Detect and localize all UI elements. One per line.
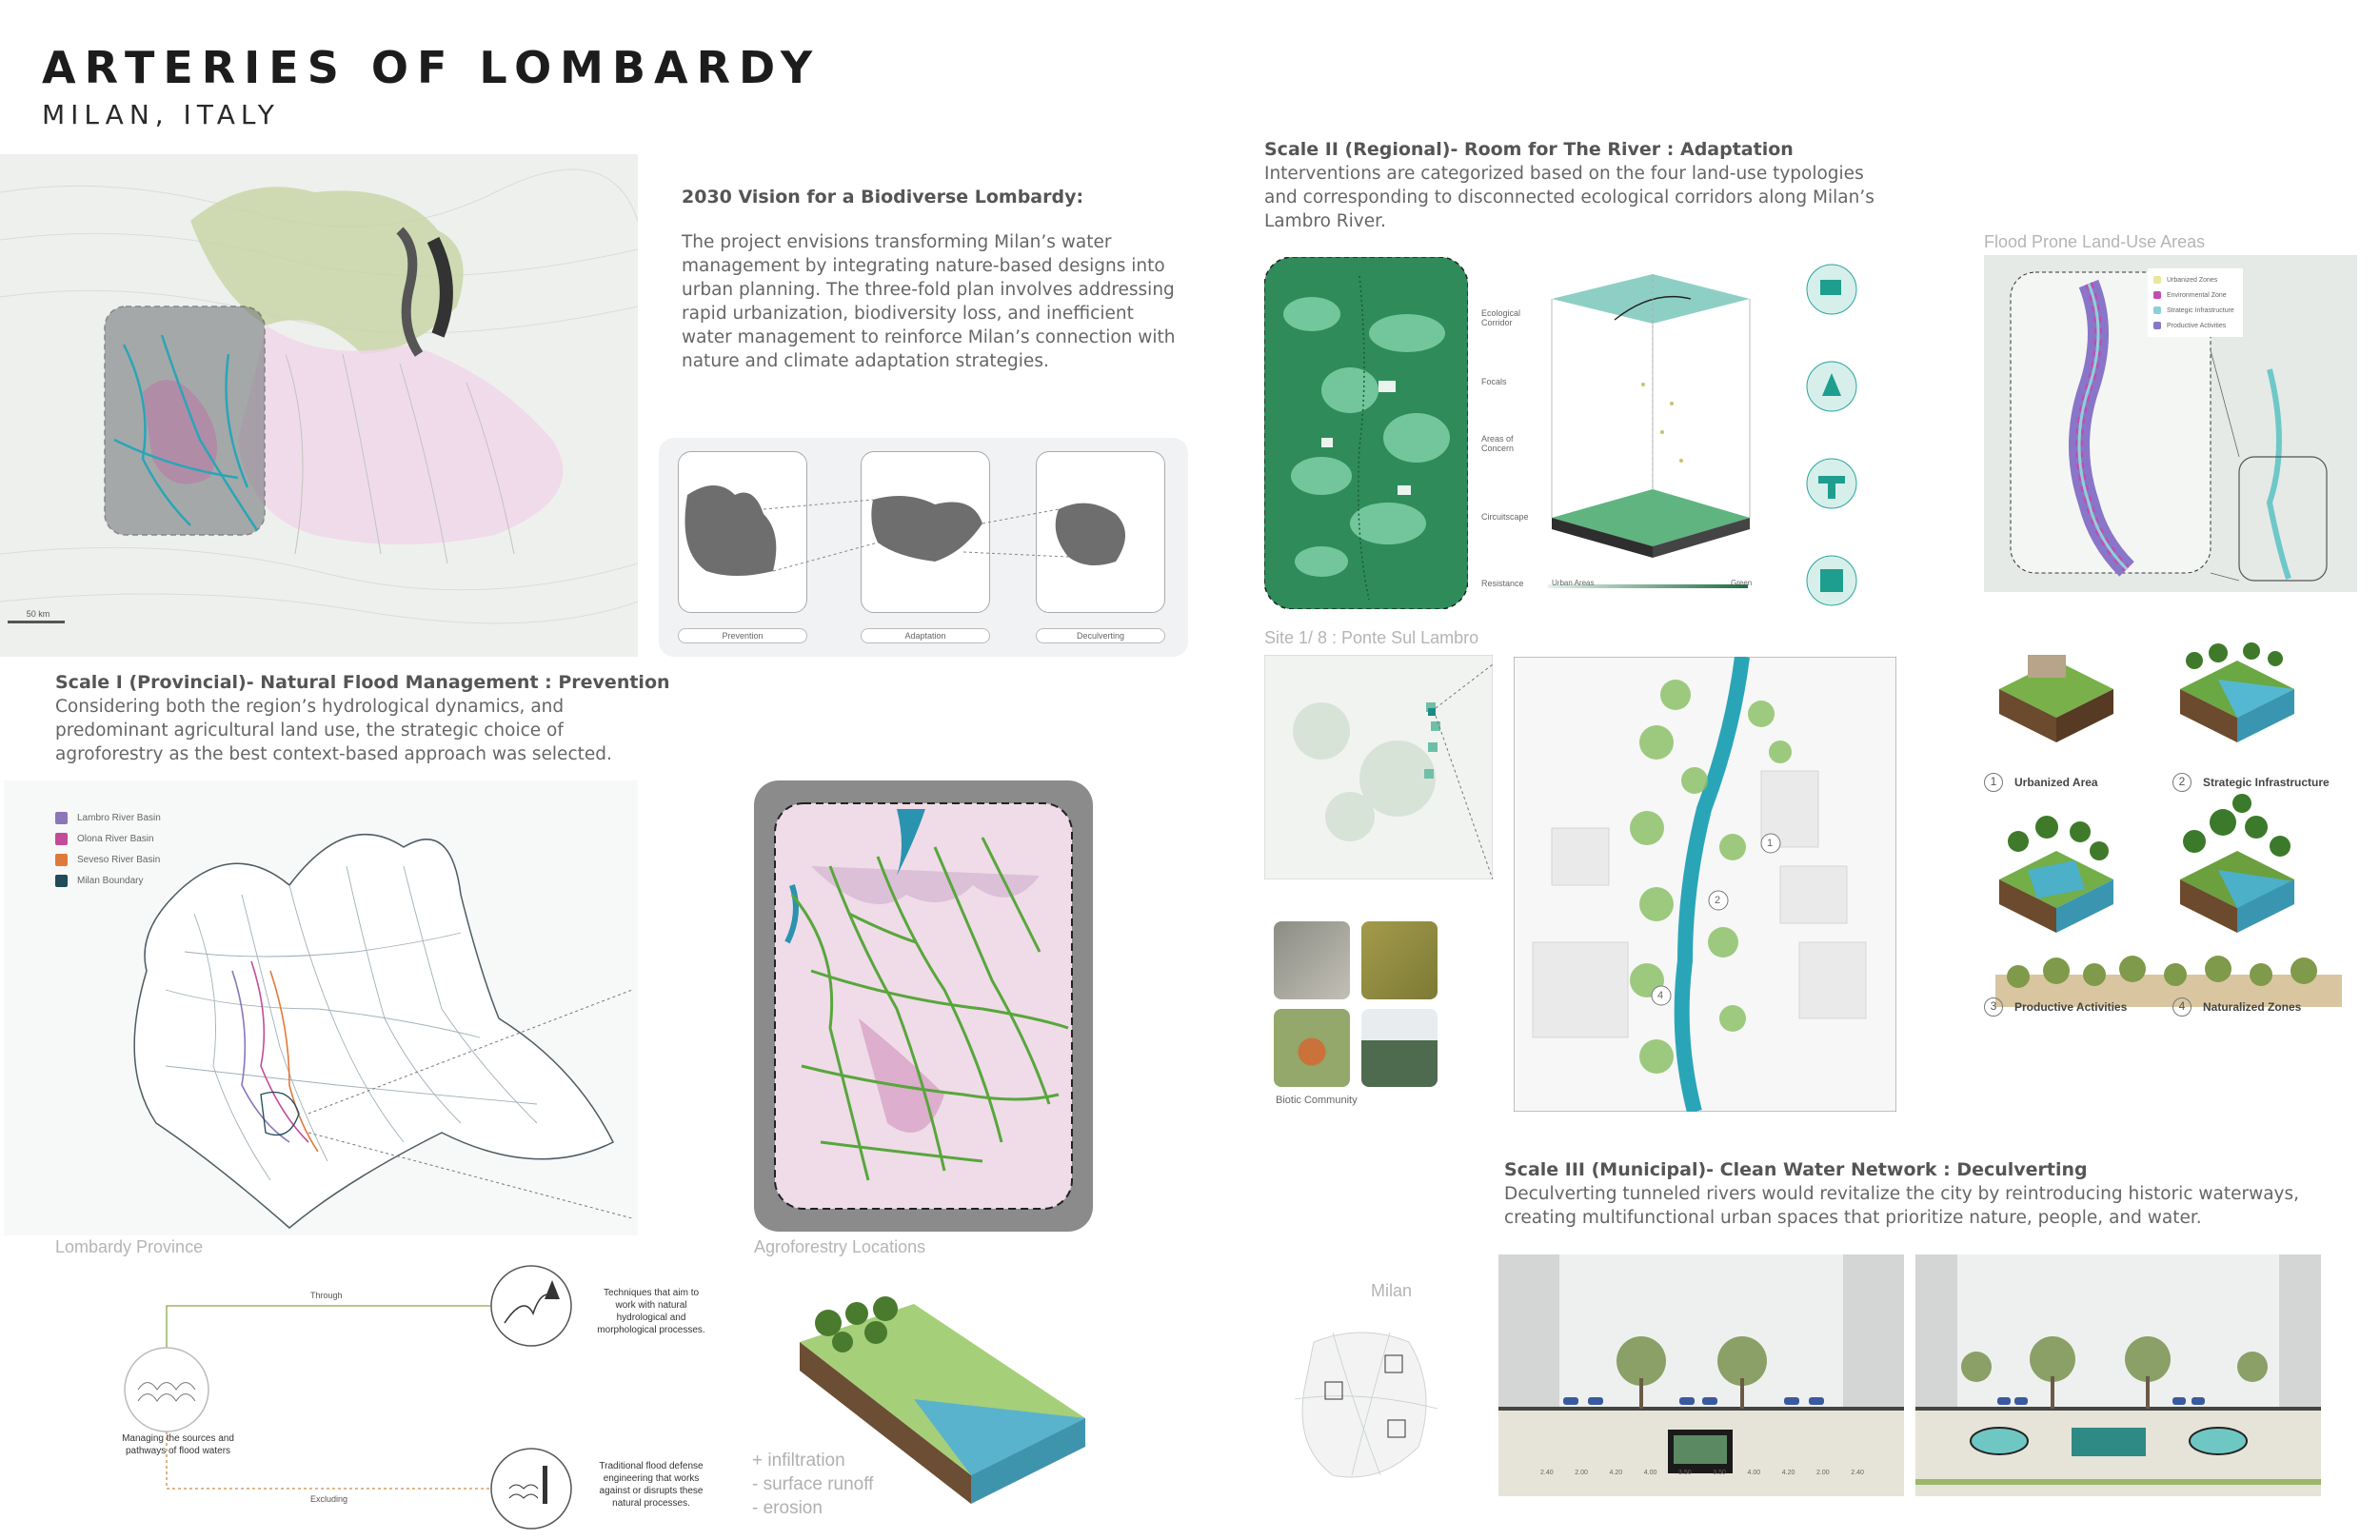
agroforestry-map [754,780,1093,1232]
biotic-photo-tree [1274,921,1350,999]
typology-3 [1984,997,2127,1017]
scale1-line: predominant agricultural land use, the strategic choice of [55,721,564,740]
biotic-caption: Biotic Community [1276,1095,1358,1106]
dim-label: 2.40 [1851,1470,1864,1476]
vision-line: water management to reinforce Milan’s connection with [682,327,1176,347]
dim-label: 3.50 [1713,1470,1726,1476]
legend-row [55,807,161,828]
typology-icons [1794,255,1870,607]
stage-prevention: Prevention [678,628,807,643]
vision-heading: 2030 Vision for a Biodiverse Lombardy: [682,187,1084,207]
scale3-paragraph [1504,1182,2342,1230]
agroforestry-caption: Agroforestry Locations [754,1237,926,1256]
dim-label: 2.40 [1540,1470,1554,1476]
lombardy-terrain-map [0,154,638,657]
stage-adaptation: Adaptation [861,628,990,643]
section-dimensions [1540,1470,1864,1476]
nfm-top-line: hydrological and [616,1313,686,1323]
typology-1 [1984,773,2098,792]
legend-row [55,849,161,870]
flood-legend-label: Urbanized Zones [2167,276,2218,284]
typology-number: 3 [1984,997,2003,1017]
nfm-bottom-line: against or disrupts these [599,1486,704,1496]
flood-legend-label: Productive Activities [2167,322,2227,329]
section-culverted [1498,1254,1904,1496]
nfm-bottom-text [575,1460,727,1510]
vision-line: rapid urbanization, biodiversity loss, and inefficient [682,304,1134,324]
scale2-line: Lambro River. [1264,211,1386,231]
scale-shapes [659,438,1188,657]
site-marker-1: 1 [1767,838,1774,849]
layer-label-resistance: Resistance [1481,579,1524,588]
layer-label-focals: Focals [1481,377,1507,386]
flood-legend-row [2153,303,2237,318]
vision-line: nature and climate adaptation strategies. [682,351,1049,371]
layer-stack-diagram [1548,270,1754,594]
flood-legend-row [2153,272,2237,287]
layer-label-corridor: Ecological Corridor [1481,308,1521,327]
site-caption: Site 1/ 8 : Ponte Sul Lambro [1264,628,1479,647]
milan-caption: Milan [1371,1281,1413,1300]
flood-legend [2148,268,2243,337]
scale1-line: Considering both the region’s hydrological dynamics, and [55,697,565,717]
biotic-photo-bird [1274,1009,1350,1087]
biotic-photo-shrub [1361,1009,1438,1087]
stage-deculverting: Deculverting [1036,628,1165,643]
typology-number: 1 [1984,773,2003,792]
section-deculverted [1915,1254,2321,1496]
nfm-top-text [575,1287,727,1336]
nfm-center-text [88,1432,268,1457]
vision-paragraph [682,230,1196,373]
scale1-paragraph [55,695,645,766]
flood-legend-label: Strategic Infrastructure [2167,306,2234,314]
typology-2 [2172,773,2330,792]
effects-list [752,1449,873,1520]
legend-label: Seveso River Basin [77,854,161,865]
legend-label: Lambro River Basin [77,812,161,823]
flood-legend-row [2153,318,2237,333]
milan-map [1276,1313,1447,1494]
building-icon [1820,280,1841,295]
effect-item: - surface runoff [752,1474,874,1494]
gradient-left-label: Urban Areas [1552,579,1595,587]
through-label: Through [310,1291,343,1300]
typology-label: Urbanized Area [2014,776,2098,789]
site-locator-map [1264,655,1493,879]
dim-label: 2.00 [1816,1470,1830,1476]
nfm-top-line: morphological processes. [597,1325,705,1335]
grid-icon [1820,569,1843,592]
biotic-photo-forest [1361,921,1438,999]
dim-label: 4.20 [1781,1470,1795,1476]
nfm-center-line: pathways of flood waters [125,1446,231,1456]
resistance-map [1264,257,1468,609]
flood-legend-row [2153,287,2237,303]
scale3-heading: Scale III (Municipal)- Clean Water Network : Deculverting [1504,1159,2088,1180]
scale-bar-label: 50 km [26,609,50,619]
scale1-line: agroforestry as the best context-based approach was selected. [55,744,612,764]
nfm-top-line: Techniques that aim to [603,1288,700,1298]
legend-row [55,828,161,849]
legend-row [55,870,161,891]
nfm-bottom-line: natural processes. [612,1498,690,1509]
page-subtitle: MILAN, ITALY [42,99,280,130]
layer-label-circuitscape: Circuitscape [1481,512,1529,522]
scale3-line: creating multifunctional urban spaces that prioritize nature, people, and water. [1504,1208,2202,1228]
typology-label: Strategic Infrastructure [2203,776,2330,789]
site-marker-2: 2 [1715,895,1721,906]
typology-label: Productive Activities [2014,1000,2128,1014]
typology-blocks [1990,632,2351,1013]
vision-line: The project envisions transforming Milan’s water [682,232,1112,252]
scale2-line: Interventions are categorized based on the four land-use typologies [1264,164,1864,184]
nfm-bottom-line: Traditional flood defense [599,1461,704,1471]
dim-label: 2.00 [1575,1470,1588,1476]
typology-number: 4 [2172,997,2192,1017]
excluding-label: Excluding [310,1494,348,1504]
nfm-bottom-line: engineering that works [603,1473,700,1484]
scale3-line: Deculverting tunneled rivers would revitalize the city by reintroducing historic waterways, [1504,1184,2300,1204]
site-marker-4: 4 [1657,990,1664,1001]
dim-label: 4.00 [1643,1470,1657,1476]
typology-label: Naturalized Zones [2203,1000,2302,1014]
dim-label: 4.00 [1747,1470,1761,1476]
scale2-paragraph [1264,162,1893,233]
nfm-center-line: Managing the sources and [122,1433,234,1444]
vision-line: management by integrating nature-based designs into [682,256,1165,276]
layer-label-concern: Areas of Concern [1481,434,1515,453]
site-plan-map [1514,657,1896,1112]
legend-label: Milan Boundary [77,875,144,886]
vision-line: urban planning. The three-fold plan involves addressing [682,280,1175,300]
gradient-right-label: Green [1731,579,1753,587]
basin-legend [55,807,161,891]
scale2-line: and corresponding to disconnected ecological corridors along Milan’s [1264,188,1874,207]
scale2-heading: Scale II (Regional)- Room for The River : Adaptation [1264,139,1794,160]
flood-legend-label: Environmental Zone [2167,291,2227,299]
legend-label: Olona River Basin [77,833,154,844]
typology-number: 2 [2172,773,2192,792]
lombardy-caption: Lombardy Province [55,1237,204,1256]
flood-caption: Flood Prone Land-Use Areas [1984,232,2206,251]
dim-label: 4.20 [1609,1470,1623,1476]
page-title: ARTERIES OF LOMBARDY [42,42,822,93]
scale1-heading: Scale I (Provincial)- Natural Flood Management : Prevention [55,672,670,693]
typology-4 [2172,997,2301,1017]
effect-item: - erosion [752,1498,823,1518]
effect-item: + infiltration [752,1451,845,1471]
nfm-top-line: work with natural [615,1300,687,1311]
dim-label: 3.50 [1678,1470,1692,1476]
